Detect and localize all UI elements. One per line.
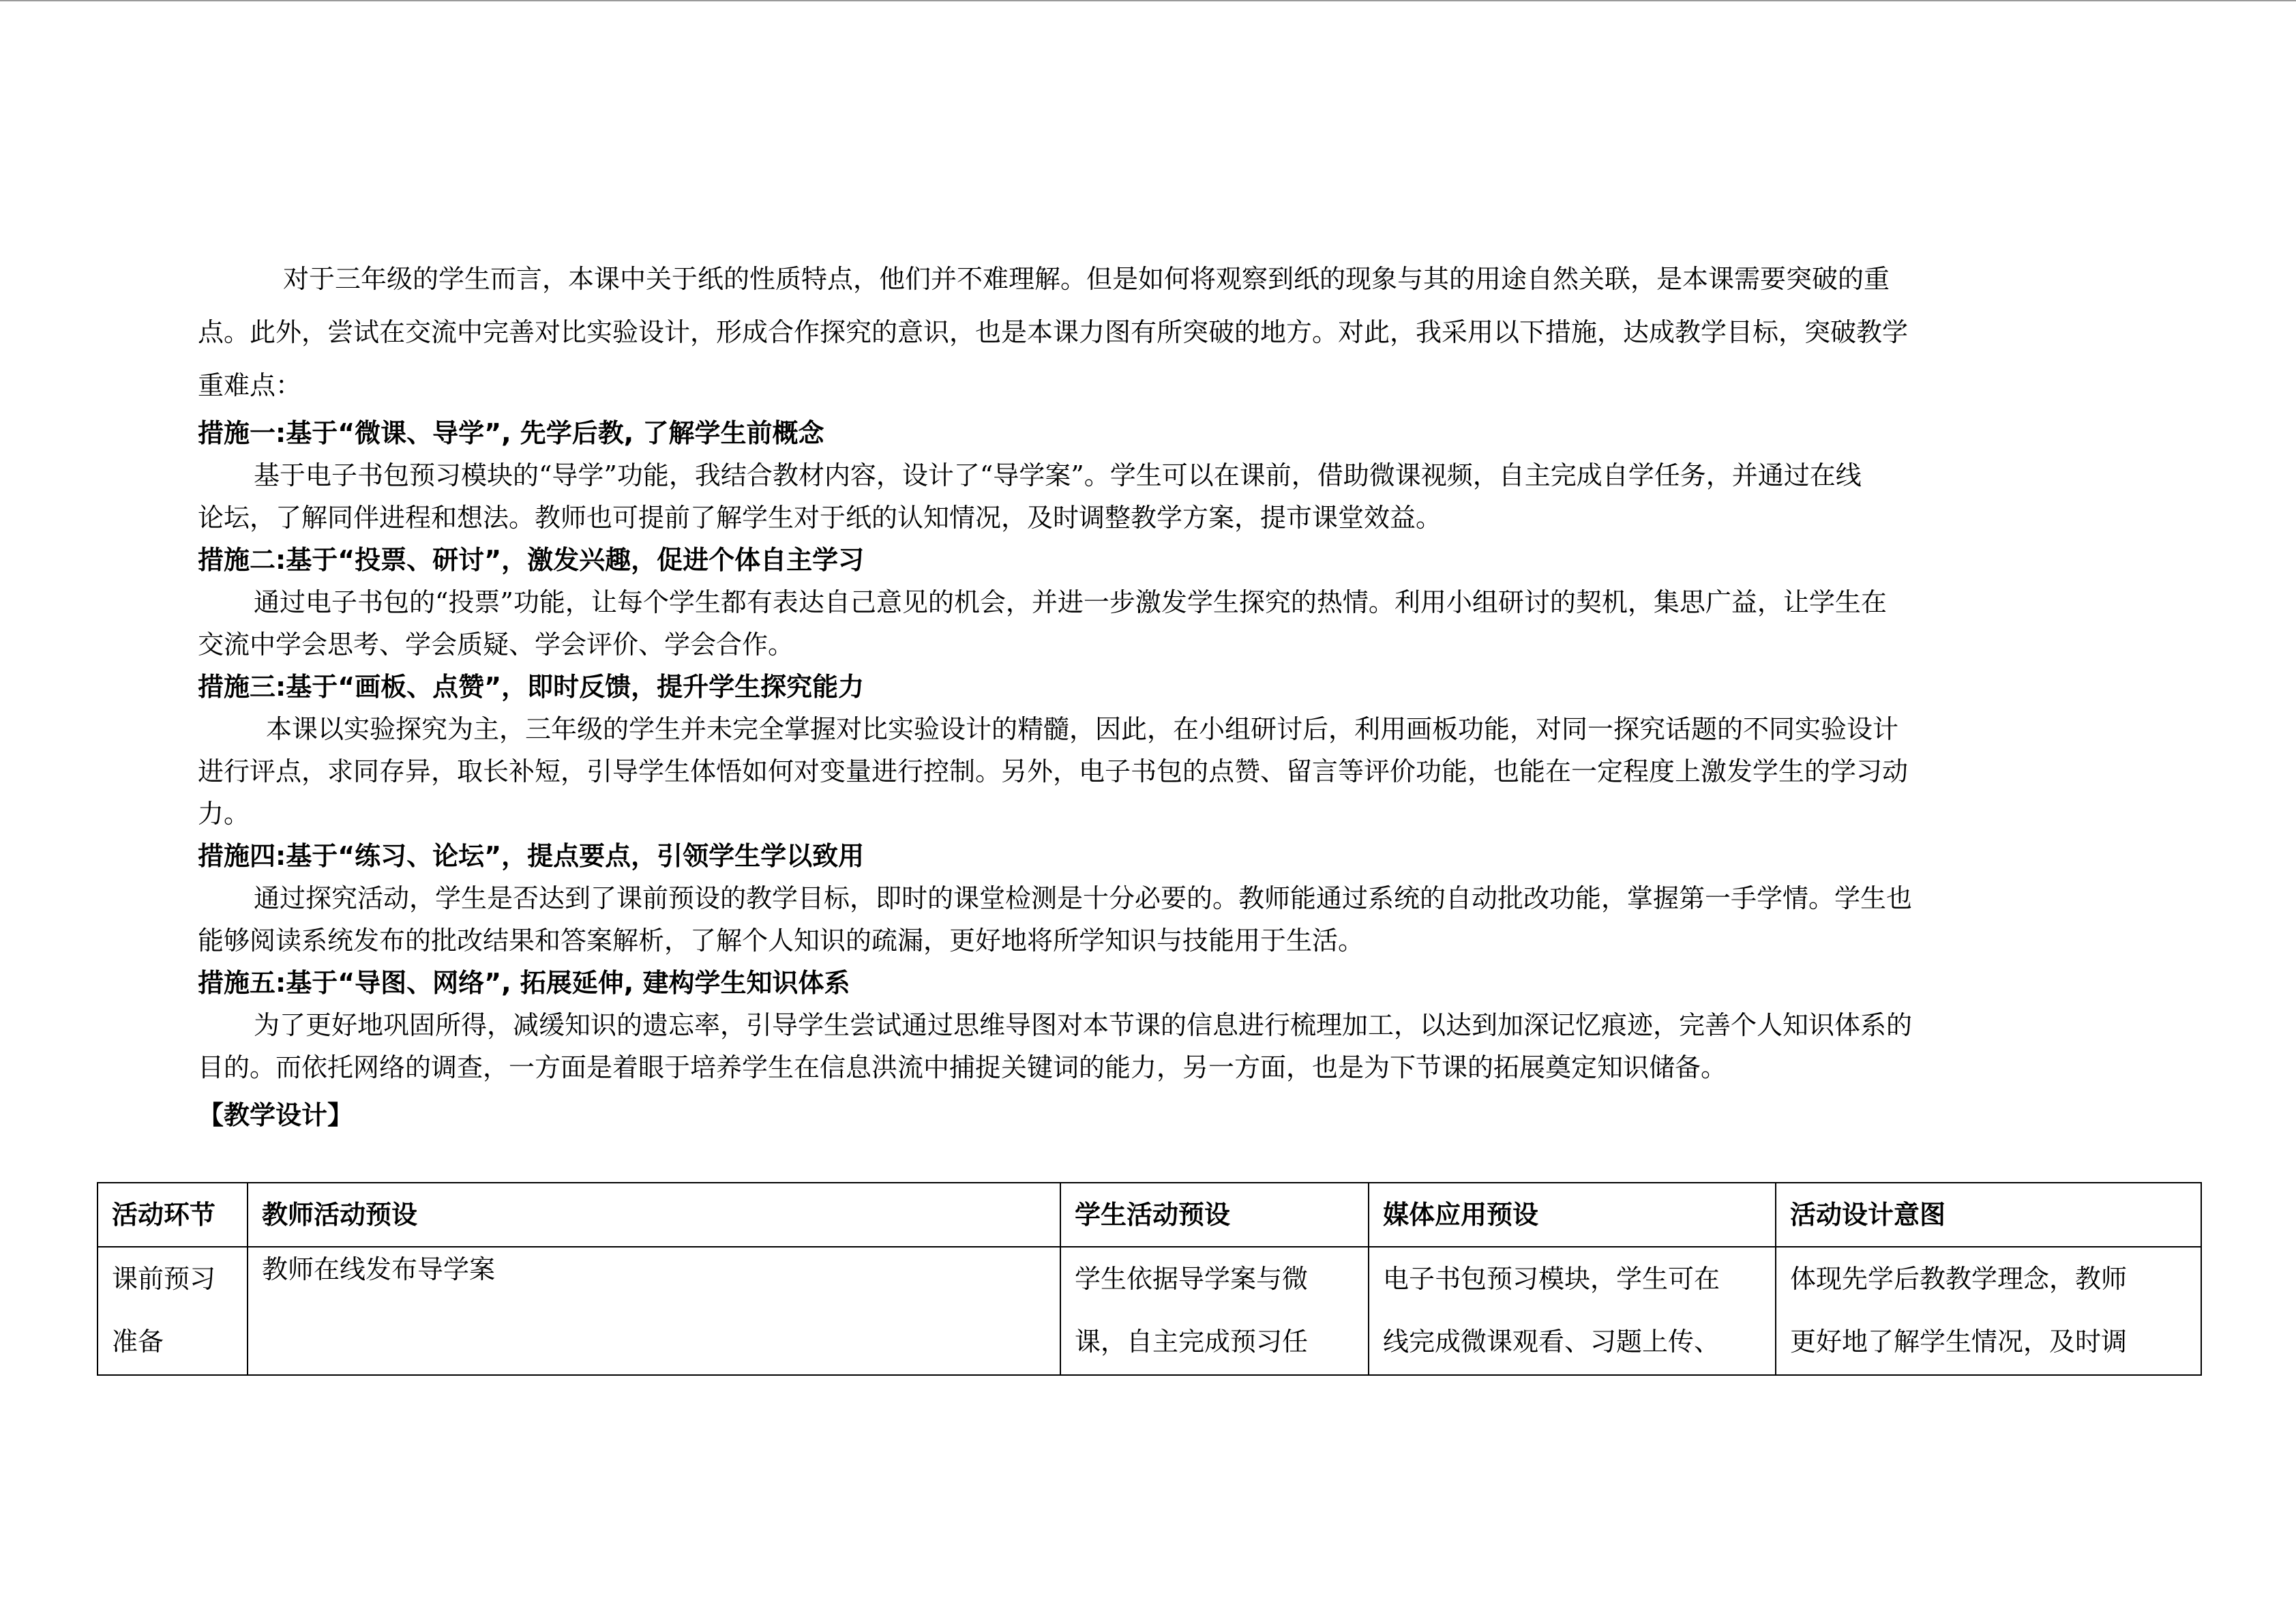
measure-heading: 措施一:基于“微课、导学”, 先学后教, 了解学生前概念 — [198, 418, 824, 448]
page-top-border — [0, 0, 2296, 1]
measure-text-line: 为了更好地巩固所得，减缓知识的遗忘率，引导学生尝试通过思维导图对本节课的信息进行梳理加工，以达到加深记忆痕迹，完善个人知识体系的 — [254, 1010, 1913, 1040]
measure-text-line: 交流中学会思考、学会质疑、学会评价、学会合作。 — [198, 630, 794, 660]
cell-text-line: 教师在线发布导学案 — [262, 1254, 496, 1284]
table-cell-intent — [1776, 1247, 2201, 1375]
intro-line: 对于三年级的学生而言，本课中关于纸的性质特点，他们并不难理解。但是如何将观察到纸的现象与其的用途自然关联，是本课需要突破的重 — [283, 264, 1890, 294]
measure-text-line: 论坛，了解同伴进程和想法。教师也可提前了解学生对于纸的认知情况，及时调整教学方案，提市课堂效益。 — [198, 503, 1442, 533]
measure-text-line: 目的。而依托网络的调查，一方面是着眼于培养学生在信息洪流中捕捉关键词的能力，另一方面，也是为下节课的拓展奠定知识储备。 — [198, 1052, 1727, 1082]
measure-text-line: 通过电子书包的“投票”功能，让每个学生都有表达自己意见的机会，并进一步激发学生探究的热情。利用小组研讨的契机，集思广益，让学生在 — [254, 587, 1887, 617]
cell-text-line: 准备 — [112, 1327, 164, 1357]
table-cell-student — [1060, 1247, 1369, 1375]
cell-text-line: 体现先学后教教学理念，教师 — [1790, 1264, 2128, 1294]
cell-text-line: 课前预习 — [112, 1264, 216, 1294]
table-header-cell: 教师活动预设 — [248, 1183, 1060, 1247]
intro-paragraph — [198, 252, 2090, 412]
table-cell-stage — [98, 1247, 248, 1375]
table-header-cell: 活动设计意图 — [1776, 1183, 2201, 1247]
table-cell-media — [1369, 1247, 1776, 1375]
teaching-design-title: 【教学设计】 — [198, 1100, 354, 1130]
measure-text-line: 能够阅读系统发布的批改结果和答案解析，了解个人知识的疏漏，更好地将所学知识与技能用于生活。 — [198, 926, 1365, 956]
measure-text-line: 力。 — [198, 799, 250, 829]
table-header-cell: 学生活动预设 — [1060, 1183, 1369, 1247]
measure-heading: 措施三:基于“画板、点赞”，即时反馈，提升学生探究能力 — [198, 672, 865, 702]
measure-2 — [198, 539, 2090, 666]
cell-text-line: 课，自主完成预习任 — [1075, 1327, 1309, 1357]
cell-text-line: 更好地了解学生情况，及时调 — [1790, 1327, 2128, 1357]
table-cell-teacher — [248, 1247, 1060, 1375]
measure-heading: 措施四:基于“练习、论坛”，提点要点，引领学生学以致用 — [198, 841, 865, 871]
measure-1 — [198, 412, 2090, 539]
table-header-cell: 活动环节 — [98, 1183, 248, 1247]
table-header-cell: 媒体应用预设 — [1369, 1183, 1776, 1247]
table-row — [98, 1247, 2201, 1375]
measure-4 — [198, 835, 2090, 962]
intro-line: 点。此外，尝试在交流中完善对比实验设计，形成合作探究的意识，也是本课力图有所突破的地方。对此，我采用以下措施，达成教学目标，突破教学 — [198, 317, 1909, 347]
document-page — [198, 252, 2090, 1139]
teaching-design-table — [97, 1182, 2202, 1376]
measure-5 — [198, 962, 2090, 1089]
intro-line: 重难点： — [198, 370, 302, 400]
measure-text-line: 通过探究活动，学生是否达到了课前预设的教学目标，即时的课堂检测是十分必要的。教师能通过系统的自动批改功能，掌握第一手学情。学生也 — [254, 883, 1913, 913]
measure-heading: 措施五:基于“导图、网络”, 拓展延伸, 建构学生知识体系 — [198, 968, 850, 998]
measure-text-line: 进行评点，求同存异，取长补短，引导学生体悟如何对变量进行控制。另外，电子书包的点赞、留言等评价功能，也能在一定程度上激发学生的学习动 — [198, 756, 1909, 786]
table-header-row — [98, 1183, 2201, 1247]
cell-text-line: 学生依据导学案与微 — [1075, 1264, 1309, 1294]
measure-heading: 措施二:基于“投票、研讨”，激发兴趣，促进个体自主学习 — [198, 545, 865, 575]
measure-3 — [198, 666, 2090, 835]
cell-text-line: 电子书包预习模块，学生可在 — [1383, 1264, 1720, 1294]
measure-text-line: 基于电子书包预习模块的“导学”功能，我结合教材内容，设计了“导学案”。学生可以在课前，借助微课视频，自主完成自学任务，并通过在线 — [254, 460, 1862, 490]
cell-text-line: 线完成微课观看、习题上传、 — [1383, 1327, 1720, 1357]
measure-text-line: 本课以实验探究为主，三年级的学生并未完全掌握对比实验设计的精髓，因此，在小组研讨后，利用画板功能，对同一探究话题的不同实验设计 — [266, 714, 1899, 744]
